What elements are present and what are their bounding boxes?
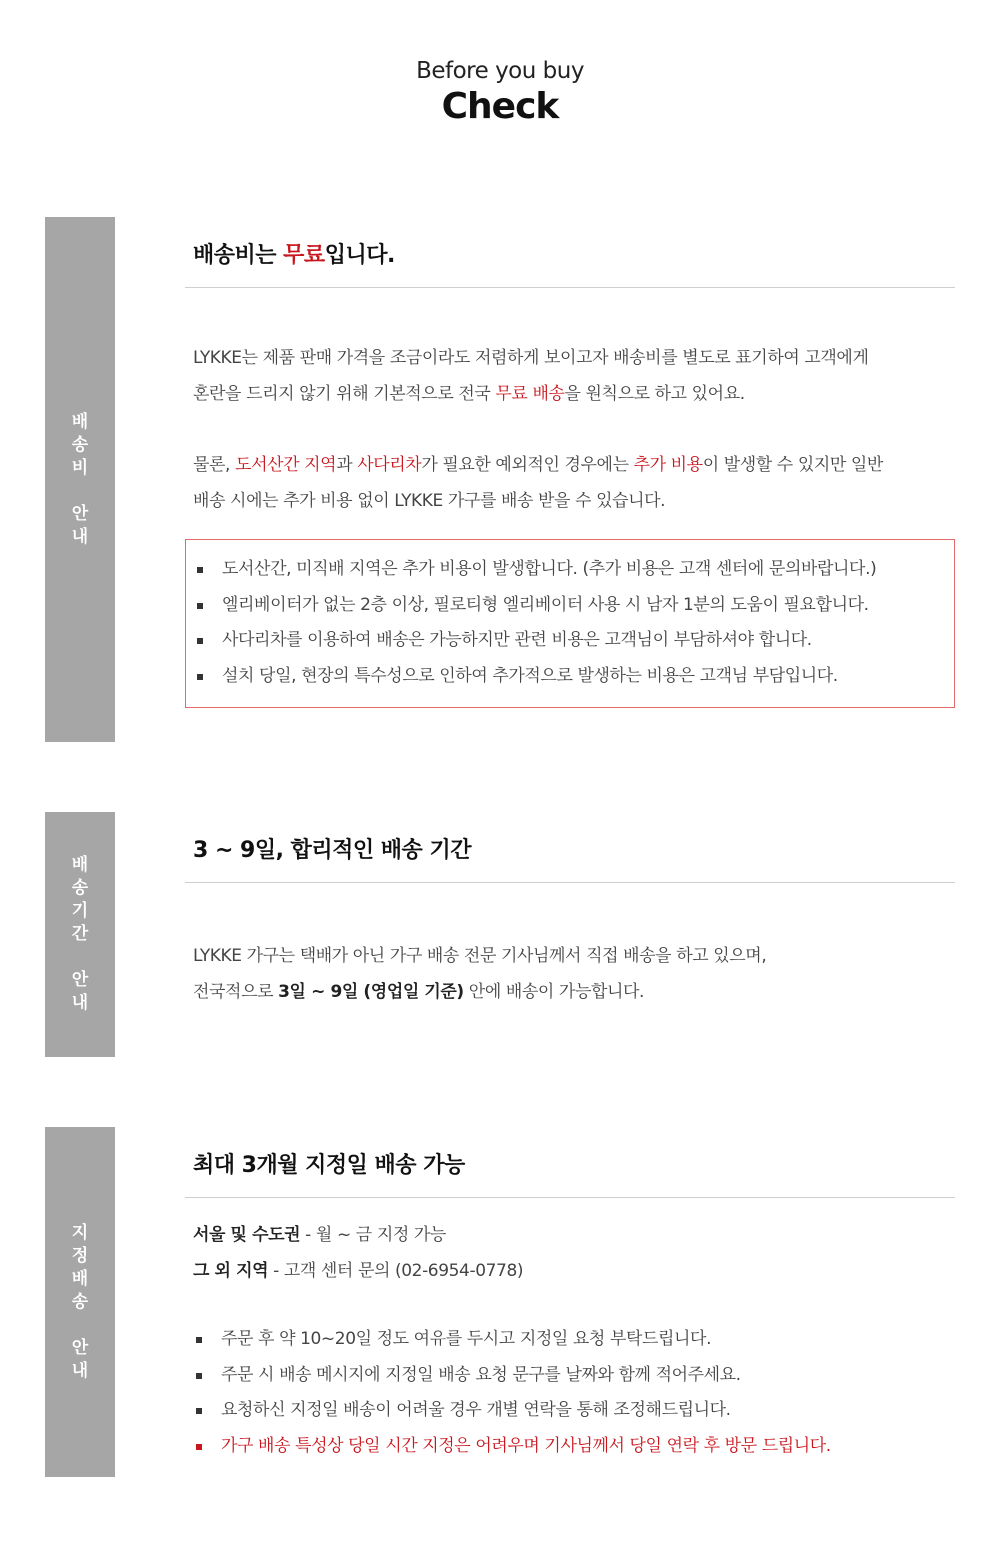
shipping-period-paragraph: LYKKE 가구는 택배가 아닌 가구 배송 전문 기사님께서 직접 배송을 하고 있으며, 전국적으로 3일 ~ 9일 (영업일 기준) 안에 배송이 가능합니다. <box>193 946 767 1002</box>
list-item: 사다리차를 이용하여 배송은 가능하지만 관련 비용은 고객님이 부담하셔야 합니다. <box>186 623 954 659</box>
notice-box <box>185 539 955 708</box>
notes-list <box>185 1322 955 1464</box>
side-tab-label: 배 송 기 간 안 내 <box>71 855 89 1013</box>
side-tab-shipping-fee <box>45 217 115 742</box>
divider <box>185 1197 955 1198</box>
list-item: 도서산간, 미직배 지역은 추가 비용이 발생합니다. (추가 비용은 고객 센터에 문의바랍니다.) <box>186 552 954 588</box>
side-tab-shipping-period <box>45 812 115 1057</box>
header-title: Check <box>441 86 559 127</box>
side-tab-label: 지 정 배 송 안 내 <box>71 1222 89 1381</box>
notice-list <box>186 552 954 694</box>
list-item: 주문 시 배송 메시지에 지정일 배송 요청 문구를 날짜와 함께 적어주세요. <box>185 1358 955 1394</box>
list-item-warning: 가구 배송 특성상 당일 시간 지정은 어려우며 기사님께서 당일 연락 후 방문 드립니다. <box>185 1429 955 1465</box>
list-item: 주문 후 약 10~20일 정도 여유를 두시고 지정일 요청 부탁드립니다. <box>185 1322 955 1358</box>
divider <box>185 882 955 883</box>
shipping-fee-title: 배송비는 무료입니다. <box>193 243 395 268</box>
region-info: 서울 및 수도권 - 월 ~ 금 지정 가능 그 외 지역 - 고객 센터 문의 (02-6954-0778) <box>193 1225 524 1281</box>
header-subtitle: Before you buy <box>416 58 584 84</box>
side-tab-scheduled-delivery <box>45 1127 115 1477</box>
scheduled-delivery-notes <box>185 1322 955 1464</box>
list-item: 엘리베이터가 없는 2층 이상, 필로티형 엘리베이터 사용 시 남자 1분의 도움이 필요합니다. <box>186 588 954 624</box>
side-tab-label: 배 송 비 안 내 <box>71 411 89 547</box>
list-item: 설치 당일, 현장의 특수성으로 인하여 추가적으로 발생하는 비용은 고객님 부담입니다. <box>186 659 954 695</box>
scheduled-delivery-title: 최대 3개월 지정일 배송 가능 <box>193 1153 465 1178</box>
divider <box>185 287 955 288</box>
shipping-fee-paragraph-2: 물론, 도서산간 지역과 사다리차가 필요한 예외적인 경우에는 추가 비용이 발생할 수 있지만 일반 배송 시에는 추가 비용 없이 LYKKE 가구를 배송 받을 수 있습니다. <box>193 455 883 511</box>
list-item: 요청하신 지정일 배송이 어려울 경우 개별 연락을 통해 조정해드립니다. <box>185 1393 955 1429</box>
page-header <box>0 58 1000 127</box>
shipping-fee-paragraph-1: LYKKE는 제품 판매 가격을 조금이라도 저렴하게 보이고자 배송비를 별도로 표기하여 고객에게 혼란을 드리지 않기 위해 기본적으로 전국 무료 배송을 원칙으로 하고 있어요. <box>193 348 869 404</box>
shipping-period-title: 3 ~ 9일, 합리적인 배송 기간 <box>193 838 471 863</box>
